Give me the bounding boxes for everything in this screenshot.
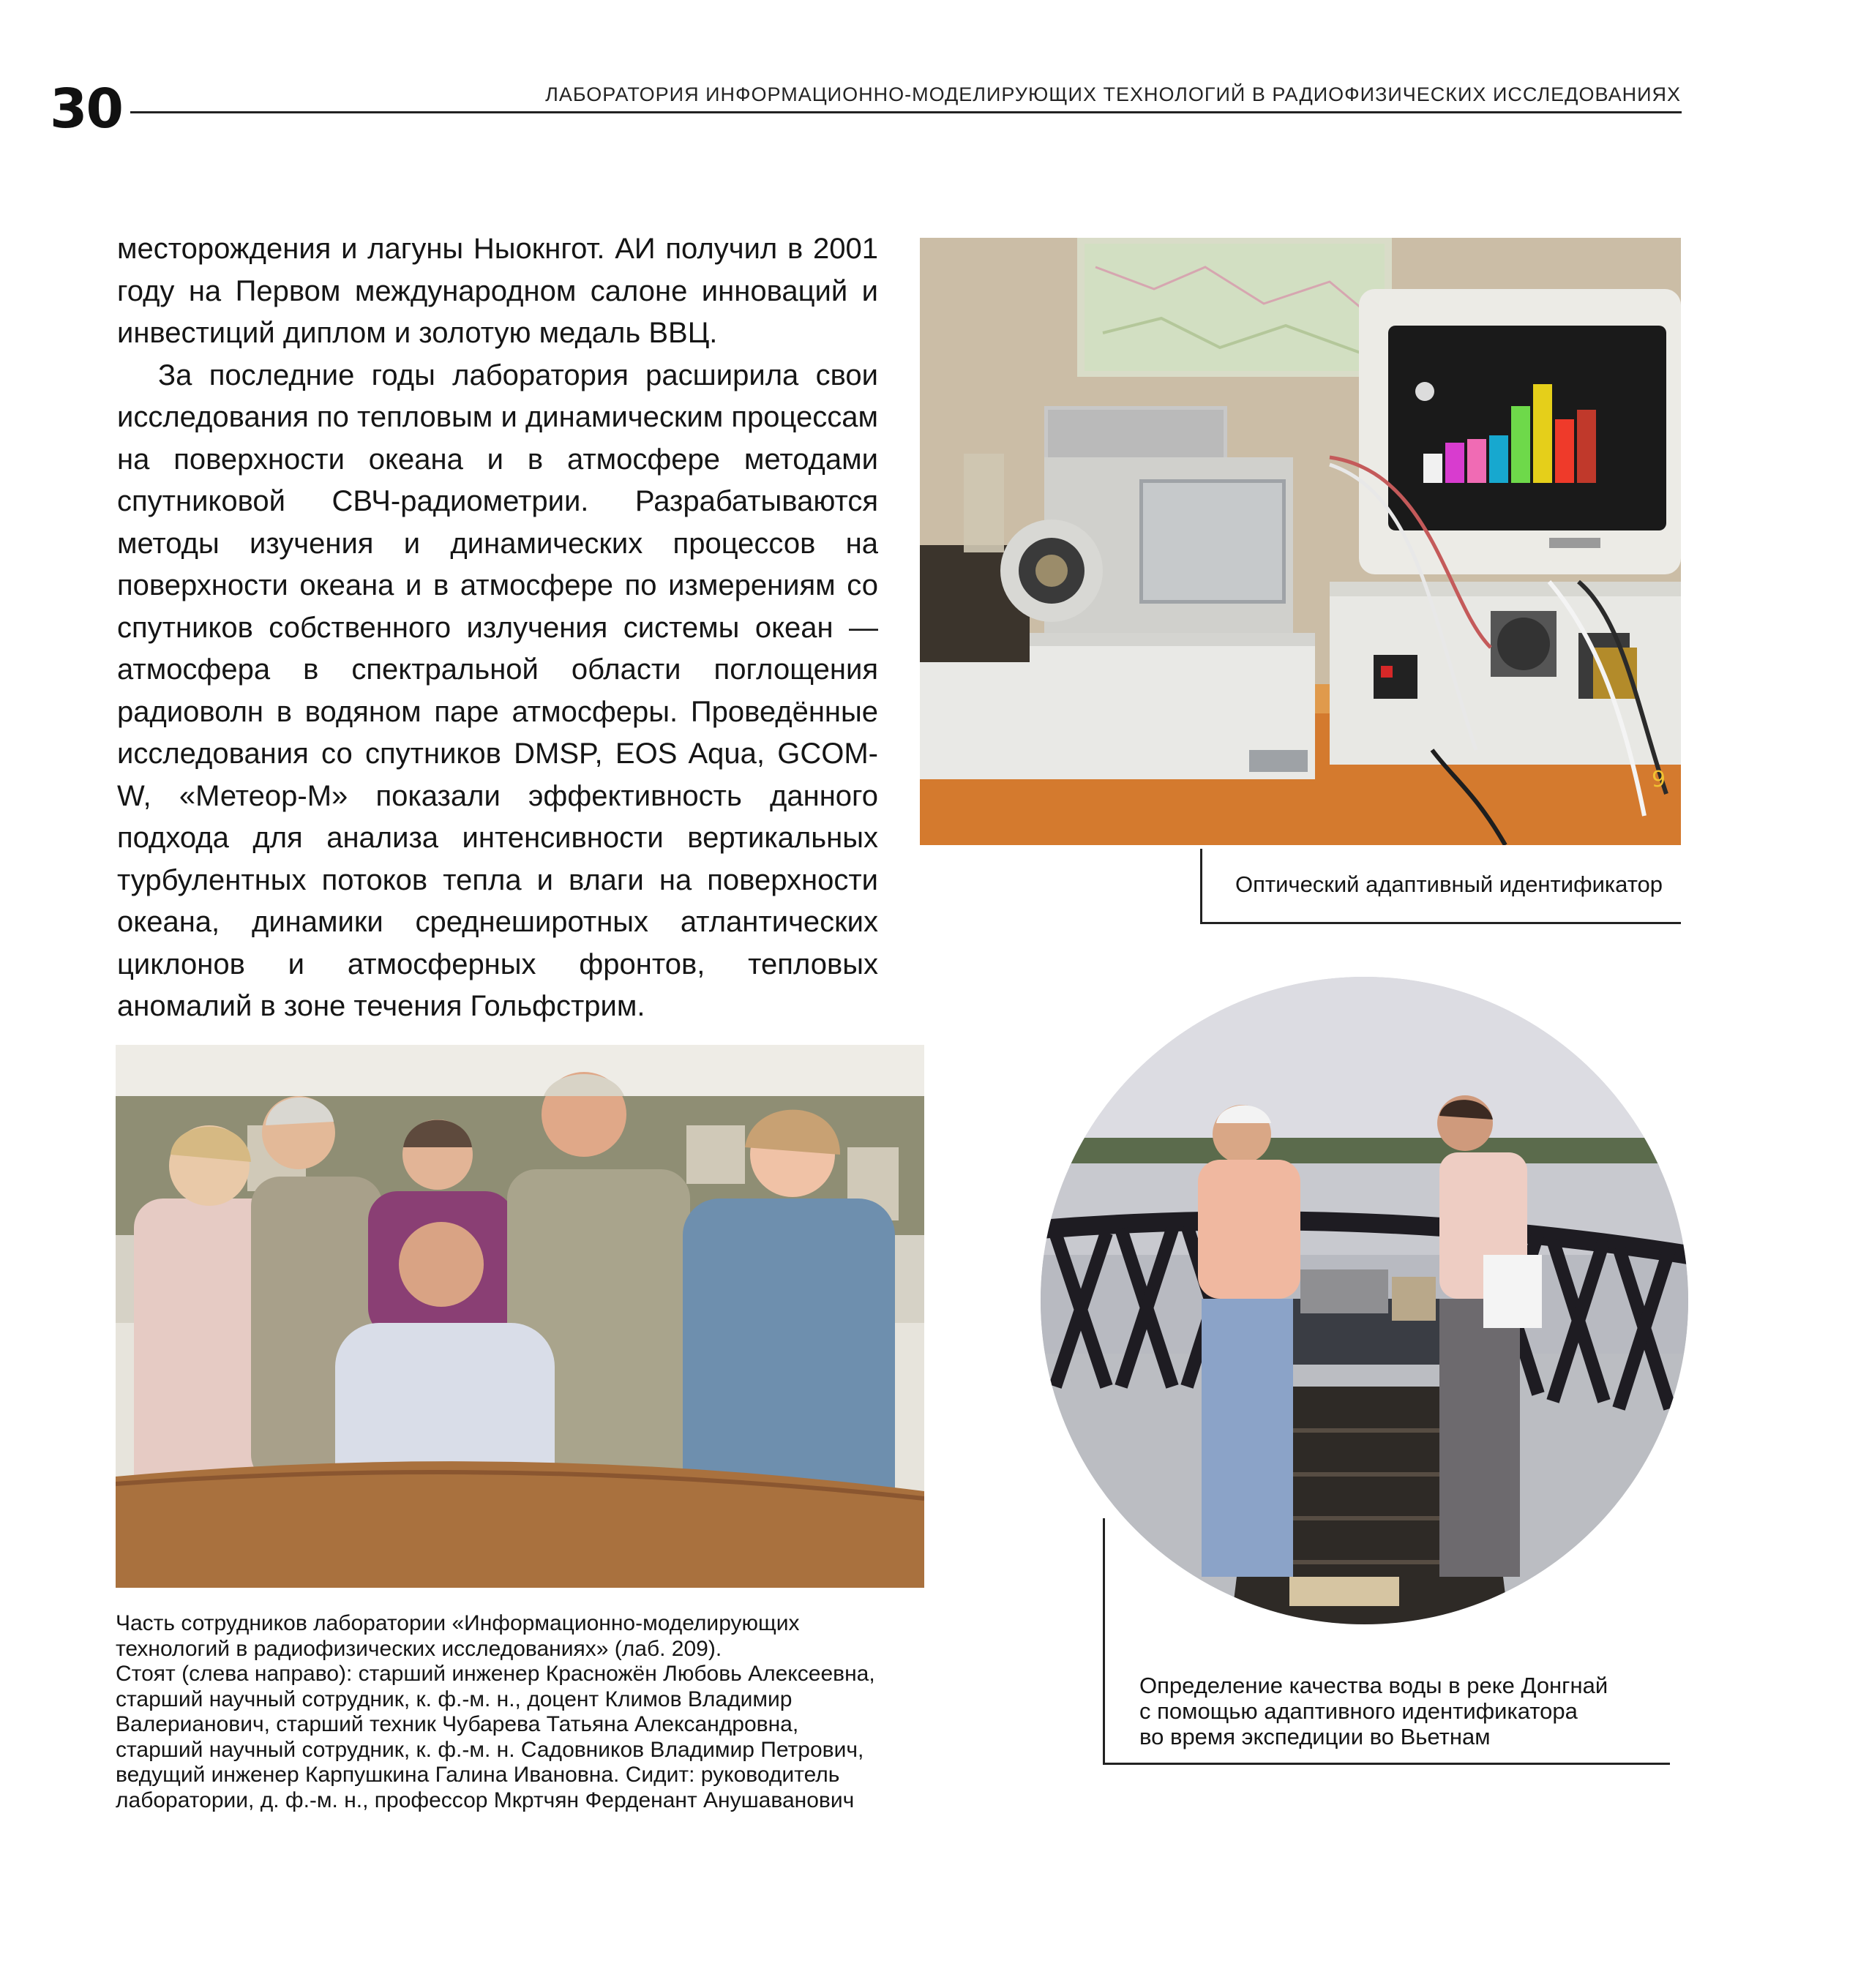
- staff-illustration: [116, 1045, 924, 1588]
- river-illustration: [1041, 977, 1688, 1624]
- staff-caption-line: Стоят (слева направо): старший инженер Красножён Любовь Алексеевна,: [116, 1662, 875, 1686]
- equipment-caption-rule-vertical: [1200, 849, 1202, 924]
- staff-caption-line: лаборатории, д. ф.-м. н., профессор Мкртчян Ферденант Анушаванович: [116, 1788, 855, 1812]
- article-paragraph-1: месторождения и лагуны Ныокнгот. АИ получил в 2001 году на Первом международном салоне инноваций и инвестиций диплом и золотую медаль ВВЦ.: [117, 233, 878, 349]
- staff-caption-line: ведущий инженер Карпушкина Галина Ивановна. Сидит: руководитель: [116, 1763, 840, 1787]
- equipment-caption: Оптический адаптивный идентификатор: [1235, 871, 1663, 897]
- river-caption-rule-horizontal: [1103, 1763, 1670, 1765]
- equipment-illustration: [920, 238, 1681, 845]
- river-caption-rule-vertical: [1103, 1518, 1105, 1765]
- river-caption-line: с помощью адаптивного идентификатора: [1139, 1698, 1578, 1724]
- river-caption-line: во время экспедиции во Вьетнам: [1139, 1724, 1491, 1749]
- running-title: ЛАБОРАТОРИЯ ИНФОРМАЦИОННО-МОДЕЛИРУЮЩИХ ТЕХНОЛОГИЙ В РАДИОФИЗИЧЕСКИХ ИССЛЕДОВАНИЯХ: [545, 83, 1681, 105]
- staff-caption-line: Часть сотрудников лаборатории «Информационно-моделирующих: [116, 1611, 800, 1635]
- article-paragraph-2: За последние годы лаборатория расширила свои исследования по тепловым и динамическим процессам на поверхности океана и в атмосфере методами спутниковой СВЧ-радиометрии. Разрабатываются методы изучения и динамических процессов на поверхности океана и в атмосфере по измерениям со спутников собственного излучения системы океан — атмосфера в спектральной области поглощения радиоволн в водяном паре атмосферы. Проведённые исследования со спутников DMSP, EOS Aqua, GCOM-W, «Метеор-М» показали эффективность данного подхода для анализа интенсивности вертикальных турбулентных потоков тепла и влаги на поверхности океана, динамики среднеширотных атлантических циклонов и атмосферных фронтов, тепловых аномалий в зоне течения Гольфстрим.: [117, 359, 878, 1022]
- river-caption-line: Определение качества воды в реке Донгнай: [1139, 1673, 1608, 1698]
- staff-photo: [116, 1045, 924, 1588]
- equipment-caption-rule-horizontal: [1200, 922, 1681, 924]
- page-number: 30: [50, 78, 122, 140]
- staff-caption-line: Валерианович, старший техник Чубарева Татьяна Александровна,: [116, 1712, 799, 1736]
- river-photo: [1041, 977, 1688, 1624]
- header-rule: [130, 111, 1682, 113]
- staff-caption-line: старший научный сотрудник, к. ф.-м. н. Садовников Владимир Петрович,: [116, 1737, 864, 1762]
- staff-caption-line: старший научный сотрудник, к. ф.-м. н., доцент Климов Владимир: [116, 1687, 793, 1711]
- article-body: [117, 228, 878, 1028]
- photo-corner-mark: 9: [1652, 767, 1666, 792]
- equipment-photo: [920, 238, 1681, 845]
- river-caption: [1139, 1673, 1666, 1749]
- staff-caption: [116, 1611, 935, 1813]
- staff-caption-line: технологий в радиофизических исследованиях» (лаб. 209).: [116, 1636, 722, 1661]
